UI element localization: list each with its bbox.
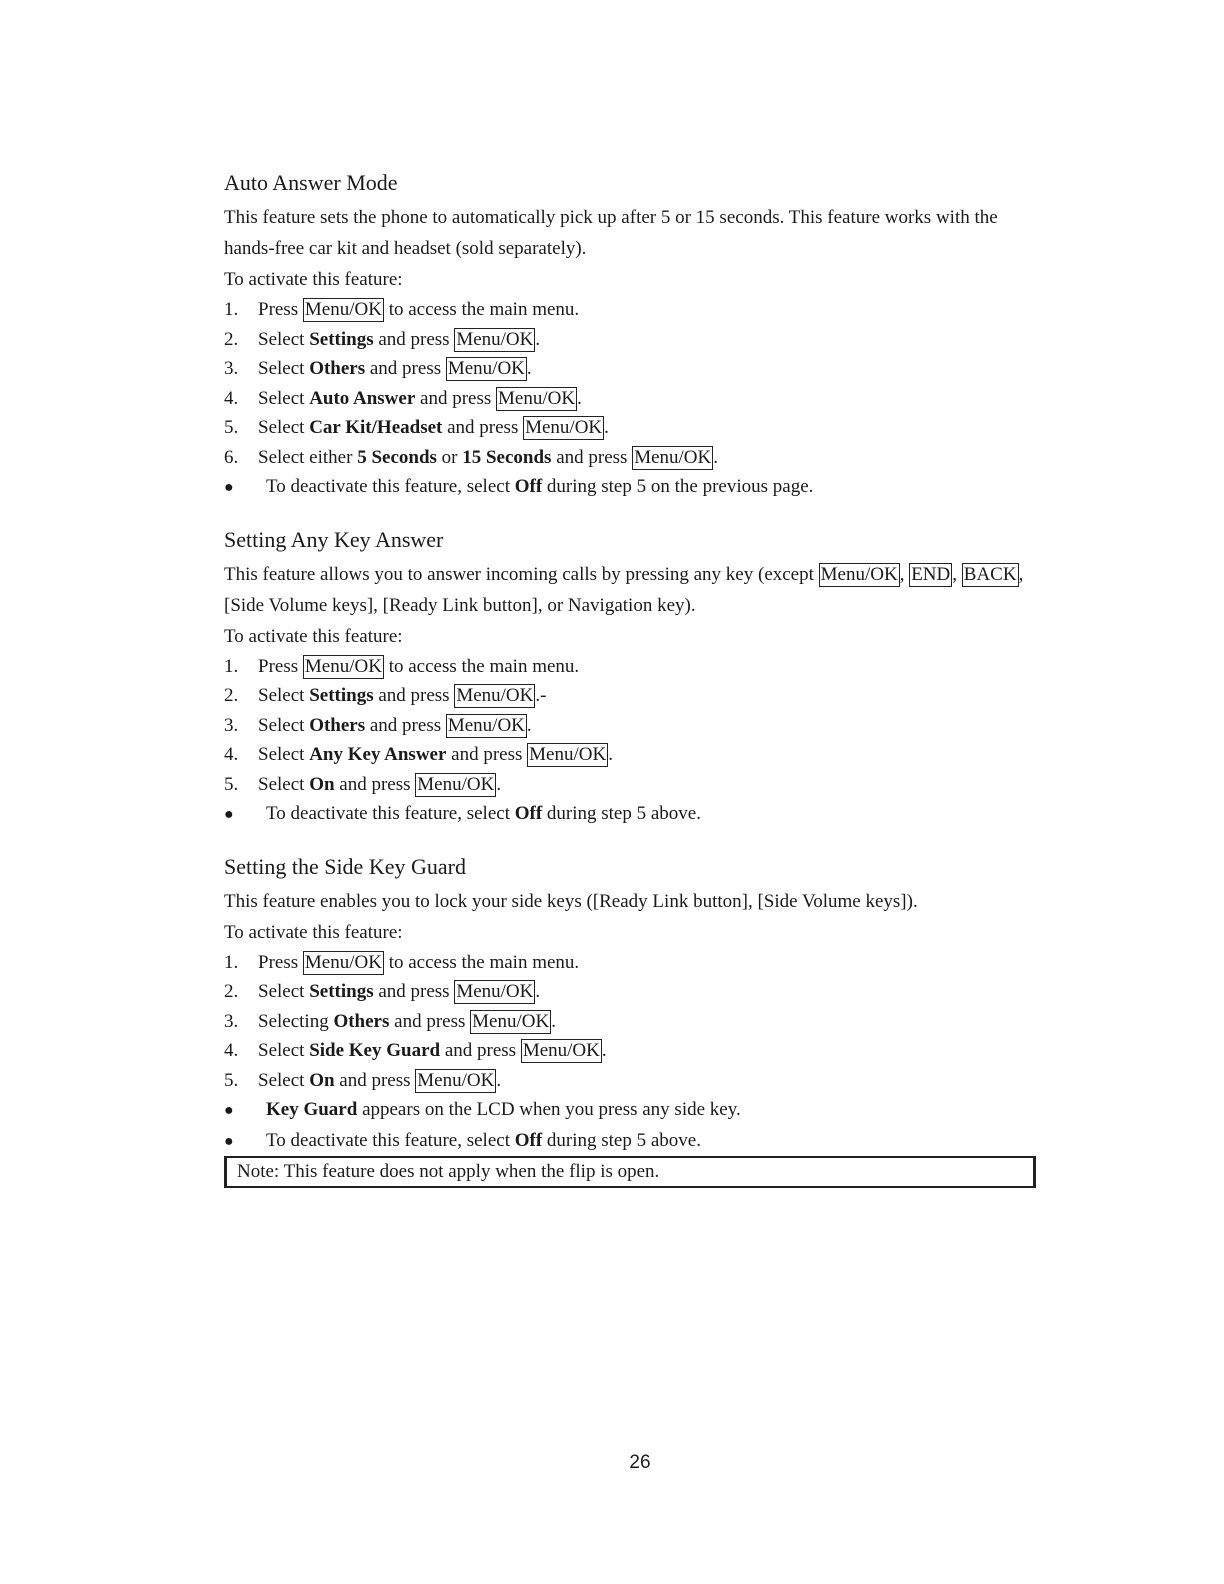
- section-intro: This feature allows you to answer incoming calls by pressing any key (except Menu/OK , END , BACK , [Side Volume keys], [Ready Link button], or Navigation key).: [224, 563, 1024, 616]
- note-text: This feature does not apply when the flip is open.: [279, 1161, 660, 1182]
- section-title: Auto Answer Mode: [224, 170, 398, 195]
- step-item: 1. Press Menu/OK to access the main menu.: [224, 299, 580, 320]
- step-item: 1. Press Menu/OK to access the main menu.: [224, 951, 580, 973]
- section-title: Setting Any Key Answer: [224, 526, 444, 552]
- activate-label: To activate this feature:: [224, 921, 403, 943]
- menu-ok-key: Menu/OK: [304, 951, 382, 973]
- menu-ok-key: Menu/OK: [417, 1069, 495, 1091]
- bullet-icon: ●: [224, 1132, 234, 1150]
- activate-label: To activate this feature:: [224, 269, 403, 290]
- menu-ok-key: Menu/OK: [498, 387, 576, 409]
- section-intro: This feature sets the phone to automatically pick up after 5 or 15 seconds. This feature works with the hands-free car kit and headset (sold separately).: [224, 207, 998, 259]
- back-key: BACK: [963, 563, 1017, 585]
- section-auto-answer-mode: [224, 168, 1044, 503]
- step-item: 2. Select Settings and press Menu/OK .-: [224, 685, 547, 706]
- menu-ok-key: Menu/OK: [472, 1010, 550, 1032]
- step-item: 4. Select Side Key Guard and press Menu/OK .: [224, 1040, 607, 1061]
- steps-list: [224, 948, 1044, 1096]
- menu-ok-key: Menu/OK: [634, 446, 712, 468]
- menu-ok-key: Menu/OK: [447, 714, 525, 736]
- step-item: 2. Select Settings and press Menu/OK .: [224, 328, 541, 350]
- step-item: 5. Select Car Kit/Headset and press Menu/OK .: [224, 417, 609, 438]
- bullet-item: ● To deactivate this feature, select Off during step 5 above.: [224, 1126, 1044, 1157]
- menu-ok-key: Menu/OK: [304, 299, 382, 320]
- menu-ok-key: Menu/OK: [522, 1040, 600, 1061]
- step-item: 5. Select On and press Menu/OK .: [224, 1069, 502, 1091]
- step-item: 4. Select Auto Answer and press Menu/OK .: [224, 387, 582, 409]
- steps-list: [224, 295, 1044, 472]
- step-item: 2. Select Settings and press Menu/OK .: [224, 981, 541, 1002]
- menu-ok-key: Menu/OK: [456, 328, 534, 350]
- bullet-icon: ●: [224, 1102, 234, 1119]
- bullet-list: [224, 1095, 1044, 1156]
- steps-list: [224, 652, 1044, 800]
- activate-label: To activate this feature:: [224, 625, 403, 647]
- menu-ok-key: Menu/OK: [447, 358, 525, 379]
- section-side-key-guard: [224, 852, 1044, 1189]
- step-item: 6. Select either 5 Seconds or 15 Seconds and press Menu/OK .: [224, 446, 718, 468]
- menu-ok-key: Menu/OK: [529, 744, 607, 765]
- page-number: 26: [629, 1452, 651, 1473]
- section-intro: This feature enables you to lock your side keys ([Ready Link button], [Side Volume keys]).: [224, 890, 918, 912]
- bullet-icon: ●: [224, 479, 234, 496]
- menu-ok-key: Menu/OK: [456, 981, 534, 1002]
- step-item: 3. Select Others and press Menu/OK .: [224, 714, 532, 736]
- note-box: [224, 1156, 1036, 1188]
- note-label: Note:: [237, 1161, 280, 1182]
- bullet-icon: ●: [224, 806, 234, 823]
- document-page: [224, 168, 1044, 1210]
- bullet-list: [224, 472, 1044, 503]
- step-item: 5. Select On and press Menu/OK .: [224, 773, 502, 795]
- step-item: 4. Select Any Key Answer and press Menu/OK .: [224, 744, 613, 765]
- menu-ok-key: Menu/OK: [304, 655, 382, 677]
- end-key: END: [911, 563, 951, 585]
- bullet-item: ● Key Guard appears on the LCD when you press any side key.: [224, 1095, 1044, 1126]
- menu-ok-key: Menu/OK: [456, 685, 534, 706]
- bullet-item: ● To deactivate this feature, select Off during step 5 above.: [224, 799, 1044, 830]
- menu-ok-key: Menu/OK: [820, 563, 898, 585]
- step-item: 3. Select Others and press Menu/OK .: [224, 358, 532, 379]
- menu-ok-key: Menu/OK: [525, 417, 603, 438]
- section-any-key-answer: [224, 525, 1044, 830]
- section-title: Setting the Side Key Guard: [224, 853, 466, 879]
- menu-ok-key: Menu/OK: [417, 773, 495, 795]
- step-item: 1. Press Menu/OK to access the main menu.: [224, 655, 580, 677]
- step-item: 3. Selecting Others and press Menu/OK .: [224, 1010, 556, 1032]
- bullet-list: [224, 799, 1044, 830]
- bullet-item: ● To deactivate this feature, select Off during step 5 on the previous page.: [224, 472, 1044, 503]
